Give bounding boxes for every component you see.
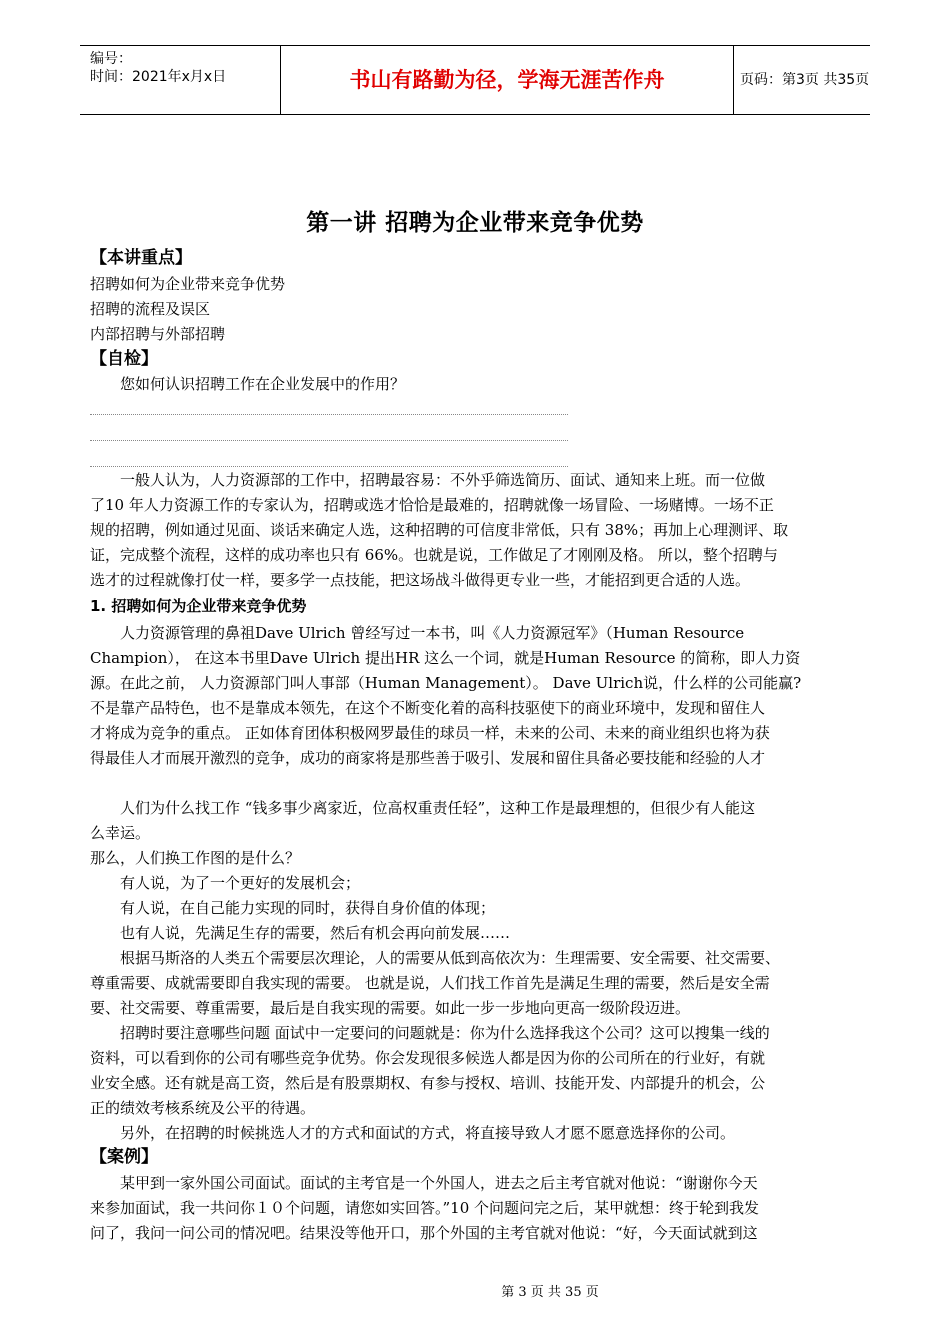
key-point-item: 招聘的流程及误区: [90, 300, 211, 318]
body-line: 正的绩效考核系统及公平的待遇。: [90, 1099, 316, 1117]
section-line: 得最佳人才而展开激烈的竞争，成功的商家将是那些善于吸引、发展和留住具备必要技能和经验的人才: [90, 749, 766, 767]
case-line: 来参加面试，我一共问你１０个问题，请您如实回答。”10 个问题问完之后，某甲就想：终于轮到我发: [90, 1199, 760, 1217]
time-label: 时间：2021年x月x日: [90, 69, 227, 85]
key-points-heading: 【本讲重点】: [90, 248, 192, 268]
section-line: 源。在此之前， 人力资源部门叫人事部（Human Management）。 Dave Ulrich说，什么样的公司能赢?: [90, 674, 802, 692]
answer-item: 有人说，在自己能力实现的同时，获得自身价值的体现；: [120, 899, 496, 917]
intro-line: 规的招聘，例如通过见面、谈话来确定人选，这种招聘的可信度非常低，只有 38%；再加上心理测评、取: [90, 521, 789, 539]
answer-line: [90, 466, 568, 467]
intro-line: 了10 年人力资源工作的专家认为，招聘或选才恰恰是最难的，招聘就像一场冒险、一场赌博。一场不正: [90, 496, 774, 514]
body-line: 么幸运。: [90, 824, 151, 842]
section-line: Champion）， 在这本书里Dave Ulrich 提出HR 这么一个词，就是Human Resource 的简称，即人力资: [90, 649, 801, 667]
body-line: 人们为什么找工作 “钱多事少离家近，位高权重责任轻”，这种工作是最理想的，但很少有人能这: [120, 799, 756, 817]
case-line: 问了，我问一问公司的情况吧。结果没等他开口，那个外国的主考官就对他说：“好，今天面试就到这: [90, 1224, 758, 1242]
body-line: 尊重需要、成就需要即自我实现的需要。 也就是说，人们找工作首先是满足生理的需要，然后是安全需: [90, 974, 770, 992]
case-heading: 【案例】: [90, 1147, 158, 1167]
intro-line: 一般人认为，人力资源部的工作中，招聘最容易：不外乎筛选简历、面试、通知来上班。而一位做: [120, 471, 766, 489]
answer-line: [90, 440, 568, 441]
self-check-question: 您如何认识招聘工作在企业发展中的作用？: [120, 375, 406, 393]
body-line: 资料，可以看到你的公司有哪些竞争优势。你会发现很多候选人都是因为你的公司所在的行业好，有就: [90, 1049, 766, 1067]
section-line: 才将成为竞争的重点。 正如体育团体积极网罗最佳的球员一样，未来的公司、未来的商业组织也将为获: [90, 724, 770, 742]
page-title: 第一讲 招聘为企业带来竞争优势: [306, 210, 644, 236]
intro-line: 证，完成整个流程，这样的成功率也只有 66%。也就是说，工作做足了才刚刚及格。 所以，整个招聘与: [90, 546, 778, 564]
intro-line: 选才的过程就像打仗一样，要多学一点技能，把这场战斗做得更专业一些，才能招到更合适的人选。: [90, 571, 751, 589]
section-heading: 1. 招聘如何为企业带来竞争优势: [90, 597, 307, 615]
page-header: [80, 45, 870, 115]
page-footer: 第 3 页 共 35 页: [501, 1285, 599, 1300]
header-meta: [90, 50, 226, 86]
code-label: 编号：: [90, 51, 132, 67]
section-line: 人力资源管理的鼻祖Dave Ulrich 曾经写过一本书，叫《人力资源冠军》（Human Resource: [120, 624, 745, 642]
key-point-item: 内部招聘与外部招聘: [90, 325, 226, 343]
body-line: 要、社交需要、尊重需要，最后是自我实现的需要。如此一步一步地向更高一级阶段迈进。: [90, 999, 691, 1017]
answer-item: 有人说，为了一个更好的发展机会；: [120, 874, 361, 892]
case-line: 某甲到一家外国公司面试。面试的主考官是一个外国人，进去之后主考官就对他说：“谢谢你今天: [120, 1174, 758, 1192]
body-line: 那么，人们换工作图的是什么？: [90, 849, 301, 867]
body-line: 另外，在招聘的时候挑选人才的方式和面试的方式，将直接导致人才愿不愿意选择你的公司。: [120, 1124, 736, 1142]
body-line: 业安全感。还有就是高工资，然后是有股票期权、有参与授权、培训、技能开发、内部提升的机会，公: [90, 1074, 766, 1092]
answer-item: 也有人说，先满足生存的需要，然后有机会再向前发展……: [120, 924, 511, 942]
answer-line: [90, 414, 568, 415]
body-line: 根据马斯洛的人类五个需要层次理论，人的需要从低到高依次为：生理需要、安全需要、社交需要、: [120, 949, 781, 967]
body-line: 招聘时要注意哪些问题 面试中一定要问的问题就是：你为什么选择我这个公司？这可以搜集一线的: [120, 1024, 770, 1042]
header-page-info: 页码：第3页 共35页: [740, 72, 870, 88]
self-check-heading: 【自检】: [90, 349, 158, 369]
section-line: 不是靠产品特色，也不是靠成本领先，在这个不断变化着的高科技驱使下的商业环境中，发现和留住人: [90, 699, 766, 717]
key-point-item: 招聘如何为企业带来竞争优势: [90, 275, 286, 293]
header-motto: 书山有路勤为径，学海无涯苦作舟: [280, 46, 734, 114]
